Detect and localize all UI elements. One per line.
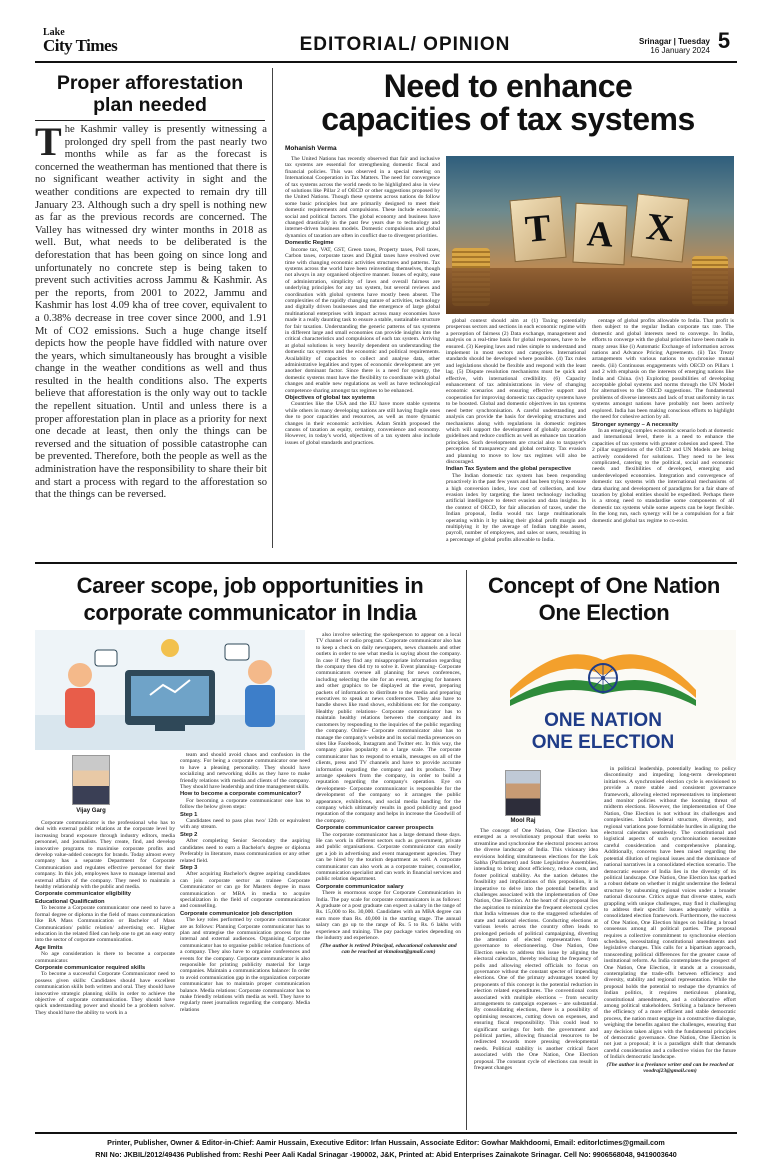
onoe-col2-end: (The author is a freelance writer and can be reached at voodraj23@gmail.com) [606,1061,734,1075]
column-rule [272,68,273,548]
masthead [0,0,770,62]
editorial-body [35,124,267,550]
date-line-date: 16 January 2024 [650,46,710,55]
career-col1-c: No age consideration is there to become a corporate communicator. [35,951,175,964]
tax-col2-a: global context should aim at (1) Taxing potentially prosperous sectors and sections in each economic regime with a perception of fairness (2) Data exchange, management and analysis on a real-time basis for global responses, have to be ensured. (3) Keeping laws and rules simple to understand and implement in most sectors and categories. International standards should be developed where possible. (4) Tax rules and legislations should be flexible and respond with the least lag. (5) Dispute resolution mechanisms must be quick and effective, with international credibility. (6) Capacity enhancement of tax administrations in view of changing economic scenarios and ensuring effective support and cooperation for improving domestic tax capacity systems have to be boosted. Global and domestic objectives in tax systems need better synchronisation. A careful understanding and analysis can provide the basis for developing structures and mechanisms along with regulations in domestic regimes which will support the development of globally acceptable guidelines and reduce conflicts as well as enhance tax taxation principles. Such developments are crucial also to taxpayer's perception of transparency and global certainty. Tax evasion and planning to move to low tax regimes will also be discouraged. [446,318,586,465]
tax-col1-c: Countries like the USA and the EU have more stable systems while others in many developing nations are still having fragile ones due to poor capacities and resources, as well as more dynamic changes in their economic activities. Adam Smith proposed the canons of taxation as equity, certainty, convenience and economy. However, in today's world, objectives of a tax system also include issues of global standards and practices. [285,401,440,446]
tax-col2-b: The Indian domestic tax system has been responding proactively in the past few years and has been trying to ensure a high conversion index, low cost of collection, and low evasion index by targeting the latest technology including artificial intelligence to detect evasion and data insights. In the context of OECD, for fair allocation of taxes, under the Indian proposal, India would tax large multinationals operating within it by taking their global profit margin and multiplying it by the average of Indian tangible assets, payroll, number of employees, and sales or users, resulting in a percentage of global profits allowable to India. [446,472,586,543]
onoe-title-line1: Concept of One Nation [487,573,721,598]
career-title-line1: Career scope, job opportunities in [76,573,424,598]
career-author-photo [72,755,110,805]
career-col2-a: team and should avoid chaos and confusion in the company. For being a corporate communicator one need to have a pleasing personality. They should have socializing and networking skills as they have to make friendly relations with media and clients of the company. They should have leadership and time management skills. [180,752,310,791]
onoe-title-line2: One Election [538,600,670,625]
masthead-rule [35,61,737,63]
career-title-line2: corporate communicator in India [83,600,417,625]
editorial-title [35,72,265,116]
career-sub-step3: Step 3 [180,864,198,871]
tax-col3-b: In an emerging complex economic scenario both at domestic and international level, there is a need to enhance the capacities of tax systems with greater cohesion and speed. The 2 pillar suggestions of the OECD and UN Models are being actively considered for solutions. They need to be less complicated, catering to the political, social and economic needs and flexibilities of developed, emerging and underdeveloped economies. Integration and convergence of domestic tax systems with the international mechanisms of data sharing and development of paradigms for a fair share of taxation by global entities should be expedited. Perhaps there is a strong need to standardise some components of all domestic tax systems while some aspects can be kept flexible. In the long run, such synergy will be a compulsion for a fair domestic and global tax regime to co-exist. [592,427,734,524]
career-illustration [35,630,305,750]
tax-sub-objectives: Objectives of global tax systems [285,395,375,402]
tax-sub-indian: Indian Tax System and the global perspective [446,466,572,473]
onoe-title [470,572,738,626]
editorial-drop-cap: T [35,124,62,164]
career-col-1 [35,820,175,1128]
onoe-col1-a: The concept of One Nation, One Election has emerged as a revolutionary proposal that seeks to streamline and synchronise the electoral process across the diverse landscape of India. This visionary idea envisions holding simultaneous elections for the Lok Sabha (Parliament) and State Legislative Assemblies, intending to bring about efficiency, reduce costs, and foster political stability. As the nation debates the feasibility and implications of this proposition, it is imperative to delve into the potential benefits and challenges associated with the implementation of One Nation, One Election. At the heart of this proposal lies the aspiration to minimize the frequent electoral cycles that India witnesses due to the staggered schedules of state and national elections. Conducting elections at various levels across the country often leads to prolonged periods of political campaigning, diverting the attention of elected representatives from governance to electioneering. One Nation, One Election seeks to address this issue by aligning the electoral calendars, thereby reducing the frequency of polls and allowing elected officials to focus on governance without the constant specter of impending elections. One of the primary advantages touted by proponents of this concept is the potential reduction in election related expenditures. The conventional costs associated with multiple elections – from security arrangements to campaign expenses – are substantial. By consolidating elections, there is a possibility of optimising resources, cutting down on expenses, and ensuring fiscal responsibility. This could lead to significant savings for both the government and political parties, allowing financial resources to be redirected towards more pressing developmental needs. Political stability is another critical facet associated with the One Nation, One Election proposal. The constant cycle of elections can result in frequent changes [474,828,598,1072]
footer-rule [35,1132,737,1134]
career-sub-skills: Corporate communicator required skills [35,964,146,971]
editorial-rule [35,120,265,121]
cube-letter-a: A [585,213,615,255]
onoe-author-photo [505,770,541,816]
career-illustration-svg [35,630,305,750]
career-col3-b: The corporate communicator has a large demand these days. He can work in different sectors such as government, private and public organisations. Corporate communicator can easily get a job in advertising and event management agencies. They can be hired by the tourism department as well. A corporate communicator can also work as a corporate trainer, counsellor, communication specialist and can work in financial services and public relation department. [316,831,461,883]
onoe-col-1 [474,828,598,1128]
date-line [600,37,710,55]
tax-title-line1: Need to enhance [383,68,633,104]
onoe-banner [470,630,736,760]
onoe-banner-line2: ONE ELECTION [531,732,675,753]
career-col1-d: To become a successful Corporate Communicator need to possess given skills: Candidates should have excellent communication skills both written and oral. They should have innovative strategic planning skills in order to achieve the objective of corporate communication. They should have quick understanding power and should be a problem solver. They should have the ability to work in a [35,971,175,1016]
career-col3-a: also involve selecting the spokesperson to appear on a local TV channel or radio program. Corporate communicator also has to keep a check on daily newspapers, news channels and other outlets in order to see what media is saying about the company. In case if they find any misappropriate information regarding the company then did try to solve it. Event planning- Corporate communicators oversee all planning for news conferences, including selecting the site for an event, arranging for banners and other graphics to be displayed at the event, preparing packets of information to distribute to the media and preparing executives to speak at news conferences. They also have to handle shows like road shows, exhibitions etc for the company. Healthy public relations- Corporate communicator has to maintain healthy relations between the company and its customers by responding to the inquiries of the public regarding the company. Online- Corporate communicator also has to manage the company's website and its social media presences on sites like Facebook, Instagram and Twitter etc. In this way, the company gains popularity on a large scale. The corporate communicator has to respond to emails, messages on all of the clients, press and TV channels and have to provide accurate information regarding the company and its products. They arrange speakers from the company, in order to build a reputation regarding the company's operation. Eye on development- Corporate communicator is responsible for the development of the company so it arranges the public appearance, exhibitions, and social media handling for the company which ultimately results in good publicity and good reputation of the company and helps in increase the Goodwill of the company. [316,632,461,824]
tax-title-line2: capacities of tax systems [321,101,695,137]
editorial-text: he Kashmir valley is presently witnessing a prolonged dry spell from the past nearly two months while as far as the forecast is concerned the weatherman has mentioned that there is no significant weather activity in sight and the weather conditions are expected to remain dry till January 23. Although such a dry spell is nothing new as far as the previous records are concerned. The Valley has witnessed dry winter months in 2018 as well. But, what needs to be deliberated is the deforestation that has been going on since long and unfortunately no concrete step is being taken to prevent such activities across Jammu & Kashmir. As per the reports, from 2001 to 2022, Jammu and Kashmir has lost 4.09 kha of tree cover, equivalent to a 0.38% decrease in tree cover since 2000, and 1.91 Mt of CO2 emissions. Such a huge change itself depicts how the people have fiddled with nature over the years, which simultaneously has brought a visible change in the weather conditions as well and thus resulted in the health conditions also. The experts believe that afforestation is the only way out to tackle the repellent situation. Until and unless there is a proper afforestation plan in place as a priority for next one decade at least, then only the things can be reversed and the situation of possible catastrophe can be prevented. Therefore, both the people as well as the administration have the responsibility to share their bit and start a process with regard to the afforestation so that the things can be reversed. [35,124,267,501]
tax-col1-a: The United Nations has recently observed that fair and inclusive tax systems are essential for strengthening domestic fiscal and financial policies. This was observed in a special meeting on International Cooperation in Tax Matters. The need for convergence of tax systems across the world needs to be highlighted also in view of solutions like Pillar 2 of OECD or other suggestions proposed by the United Nations. Though these systems across nations do follow some basic principles but are primarily designed to meet their domestic requirements and compulsions. These include economic, social and political factors. The global economy and business have changed drastically in the past few years due to technology and internet-driven business models. Domestic compulsions and global dynamics of taxation are often in conflict due to divergent priorities. [285,156,440,239]
career-col2-b: For becoming a corporate communicator one has to follow the below given steps: [180,797,310,811]
career-sub-step1: Step 1 [180,811,198,818]
onoe-col-2 [604,766,736,1128]
cube-t [509,196,566,262]
onoe-banner-line1: ONE NATION [544,710,662,731]
lower-column-rule [466,570,467,1130]
career-col1-b: To become a Corporate communicator one need to have a formal degree or diploma in the field of mass communication like BA Mass Communication or Bachelor of Mass Communication/ public relation/ advertising etc. Higher education in the related filed can help one to get an easy entry into the sector of corporate communication. [35,905,175,944]
career-title [35,572,465,626]
cube-letter-t: T [523,206,553,252]
career-sub-age: Age limits [35,944,63,951]
career-col2-c: Candidates need to pass plus two/ 12th or equivalent with any stream. [180,818,310,831]
cube-letter-x: X [644,205,676,251]
section-rule [35,562,737,564]
career-col-2 [180,752,310,1128]
career-col3-end: (The author is retired Principal, educational columnist and can be reached at vkmalout@gmail.com) [320,942,457,955]
career-col1-a: Corporate communicator is the professional who has to deal with external public relations at the corporate level by increasing brand exposure through industry editors, media personnel, and journalists. They create, find, and develop innovative programs to maximise corporate profits and develop value-added concepts for brands. Today almost every company has a separate Department for Corporate Communication and regulates effective personnel for their company. In this job, employees have to manage internal and external affairs of the company. They need to maintain a healthy relationship with the public and media. [35,820,175,891]
onoe-col2-a: in political leadership, potentially leading to policy discontinuity and impeding long-term development initiatives. A synchronised election cycle is envisioned to provide a more stable and consistent governance framework, allowing elected representatives to implement and monitor policies without the looming threat of midterm elections. However, the implementation of One Nation, One Election is not without its challenges and complexities. India's federal structure, diversity, and regional variations pose formidable hurdles in aligning the electoral calendars seamlessly. The constitutional and logistical aspects of such synchronisation necessitate careful consideration and comprehensive planning. Additionally, concerns have been raised regarding the potential dilution of regional issues and the dominance of national narratives in a consolidated election scenario. The democratic essence of India lies in the diversity of its political landscape. One Nation, One Election has sparked a robust debate on whether it might undermine the federal structure by subsuming regional voices under a broader national discourse. Critics argue that diverse states, each grappling with unique challenges, may find it challenging to address their specific issues adequately within a consolidated election framework. Furthermore, the success of One Nation, One Election hinges on building a broad consensus among all political parties. The proposal requires a collective commitment to synchronise election schedules, necessitating constitutional amendments and legislative changes. This calls for a bipartisan approach, transcending political differences for the greater cause of institutional reform. As India contemplates the prospect of One Nation, One Election, it stands at a crossroads, contemplating the trade-offs between efficiency and diversity, stability and regional representation. While the proposal holds the potential to reshape the dynamics of Indian politics, it requires meticulous planning, constitutional amendments, and a collaborative effort among political stakeholders. Striking a balance between the efficiency of a more efficient and stable democratic process, the nation must engage in a constructive dialogue, weighing the benefits against the challenges, ensuring that any decision taken aligns with the fundamental principles of democratic governance. One Nation, One Election is not just a proposal; it is a paradigm shift that demands careful consideration and a collective vision for the future of India's democratic landscape. [604,766,736,1061]
tax-col-1 [285,156,440,548]
section-title: EDITORIAL/ OPINION [299,34,511,55]
career-col3-c: There is enormous scope for Corporate Communication in India. The pay scale for corporate communicators is as follows: A graduate or a post graduate can expect a salary in the range of Rs. 15,000 to Rs. 30,000. Candidates with an MBA degree can earn more than Rs. 40,000 in the starting stage. The annual salary can go up to the range of Rs. 5 to Rs. 6 lakhs with experience and training. The pay package varies depending on the industry and experience. [316,890,461,942]
editorial-title-line2: plan needed [93,94,207,116]
career-sub-jobdesc: Corporate communicator job description [180,910,293,917]
date-line-day: Srinagar | Tuesday [638,37,710,46]
career-sub-how: How to become a corporate communicator? [180,791,302,798]
logo-lake: Lake [43,27,65,38]
career-col2-e: After acquiring Bachelor's degree aspiring candidates can join corporate sector as trainee Corporate Communicator or can go for Masters degree in mass communication or MBA in media to acquire specialization in the field of corporate communication and counselling. [180,871,310,910]
tax-sub-domestic: Domestic Regime [285,240,334,247]
logo [35,28,145,60]
tax-col-3 [592,318,734,548]
tax-author: Mohanish Verma [285,145,337,152]
career-sub-salary: Corporate communicator salary [316,883,404,890]
footer-credits: Printer, Publisher, Owner & Editor-in-Chief: Aamir Hussain, Executive Editor: Irfan Hussain, Associate Editor: Gowhar Makhdoomi, Email: editorlctimes@gmail.com [107,1138,665,1147]
career-sub-eligibility: Corporate communicator eligibility [35,891,131,898]
tax-col3-a: centage of global profits allowable to India. That profit is then subject to the regular Indian corporate tax rate. The domestic and global interests need to converge. In India, efforts to converge with the global priorities have been made in many areas like (i) Automatic Exchange of information across nations and Advance Pricing Agreements. (ii) Tax Treaty arrangements with various nations to synchronise mutual needs. (iii) Continuous engagements with OECD on Pillars 1 and 2 with emphasis on the interests of emerging nations like India and China. (iv) Exploring possibilities of developing acceptable global systems and norms through the UN Model for alternatives to the OECD suggestions. The fundamental problems of diverse interests and lack of trust uniformity in tax systems amongst nations have probably not been actively explored. India has been making conscious efforts to highlight the need for cohesive action by all. [592,318,734,421]
tax-col1-b: Income tax, VAT, GST, Green taxes, Property taxes, Poll taxes, Carbon taxes, corporate taxes and Digital taxes have evolved over time with changing economic activities structures and patterns. Tax systems across the world have been reinventing themselves, though not always in any organised objective manner. Issues of equity, ease of administration, simplicity of laws and overall fairness are underlying principles for any tax system, but several reviews and coordination with global systems have mostly been absent. The complexities of the rapidly changing nature of activities, technology and digitally driven businesses and the emergence of large global multinational enterprises with impact across many economies have made it a really daunting task to ensure a stable, sustainable structure for fair taxation. Understanding the generic patterns of tax systems in different large and small economies can provide insights into the critical characteristics and compulsions of each tax system. Arriving at global solutions is very heavily dependent on understanding the domestic tax systems and the economic and political requirements. Availability of capacities to collect and analyse data, other administrative legalities and types of economic development are yet another dominant factor. Since there is a need for synergy, the domestic systems must have the flexibility to coordinate with global changes and enable new regulations as well as have technological competence sharing amongst tax regimes to be enhanced. [285,246,440,394]
career-author-caption: Vijay Garg [76,808,106,814]
page-number: 5 [717,28,731,53]
career-sub-education: Educational Qualification [35,898,105,905]
cube-a [572,203,627,266]
table-surface [446,268,734,314]
career-col2-f: The key roles performed by corporate communicator are as follows: Planning Corporate communicator has to plan and strategise the communication process for the internal and external audiences. Organising Corporate communicator has to organise public relation functions of a company. They also have to organise conferences and events for the company. Corporate communicator is also responsible for printing publicity material for large companies. Maintain a communications balance: In order to avoid communication gap in the organization corporate communicator has to maintain proper communication balance. Media relations: Corporate communicator has to make friendly relations with media as well. They have to regularly meet journalists regarding the company. Media relations [180,917,310,1013]
editorial-title-line1: Proper afforestation [56,72,244,94]
onoe-author-caption: Mool Raj [510,818,536,824]
footer-registration: RNI No: JKBIL/2012/49436 Published from: Reshi Peer Aali Kadal Srinagar -190002, J&K, Printed at: Abid Enterprises Zainakote Srinagar. Cell No: 9906568048, 9419003640 [95,1150,677,1159]
tax-blocks-image [446,156,734,314]
tax-sub-synergy: Stronger synergy – A necessity [592,421,679,428]
cube-x [631,193,689,262]
career-col2-d: After completing Senior Secondary the aspiring candidates need to earn a Bachelor's degree or diploma Preferably in literature, mass communication or any other related field. [180,838,310,864]
career-sub-step2: Step 2 [180,831,198,838]
career-col-3 [316,632,461,1128]
tax-col-2 [446,318,586,548]
tax-title [278,70,738,136]
logo-city-times: City Times [43,36,118,55]
footer [35,1137,737,1161]
career-sub-prospects: Corporate communicator career prospects [316,825,434,832]
